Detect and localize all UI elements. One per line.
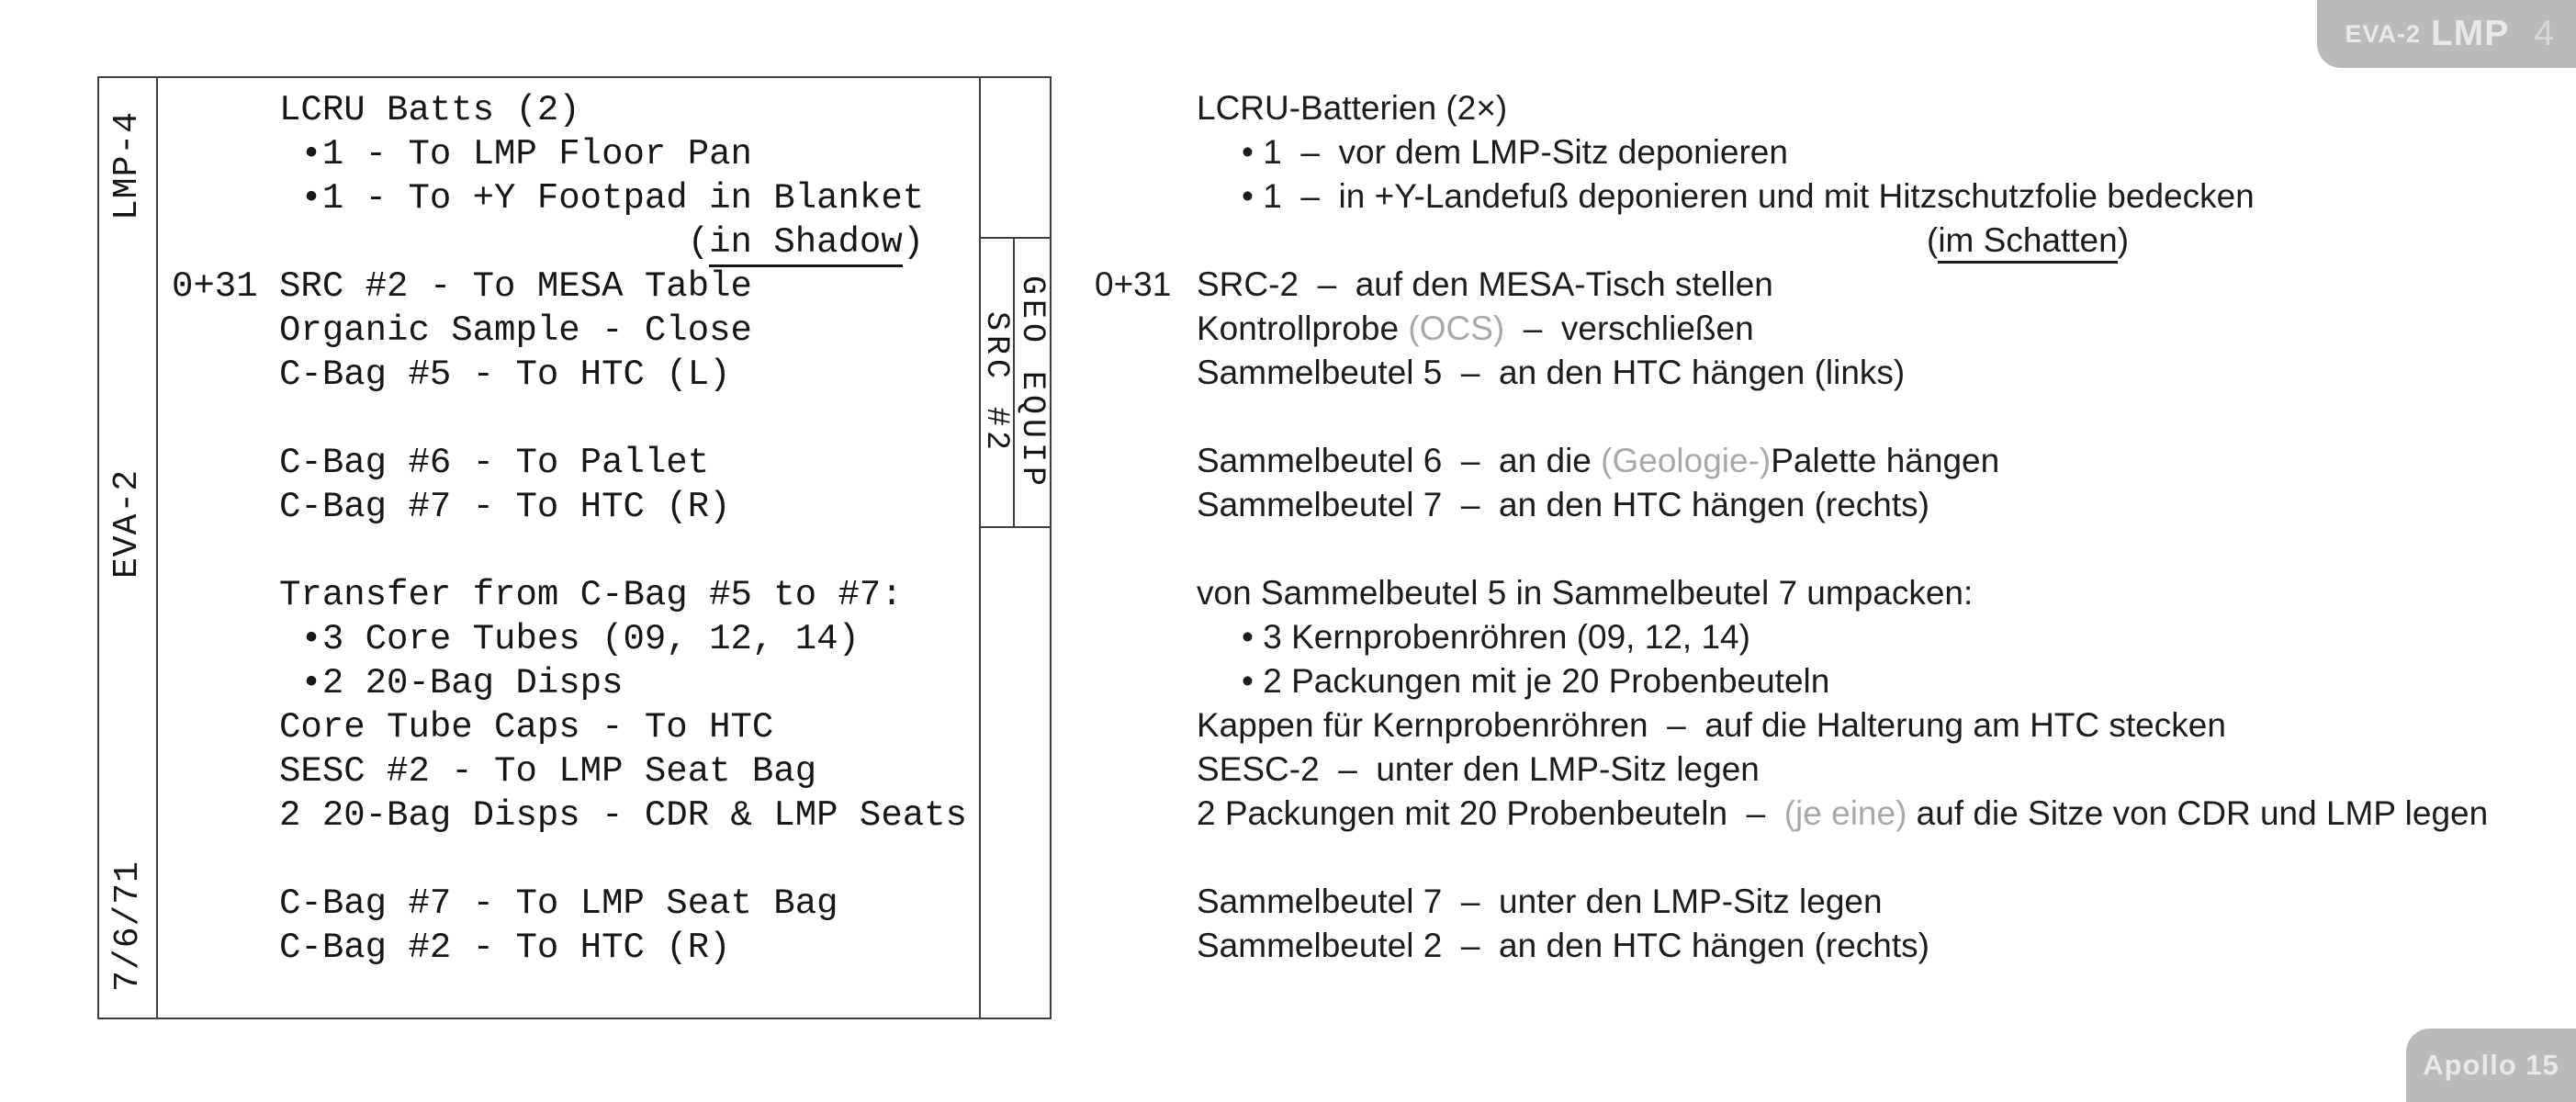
cuff-checklist-box [97,76,1052,1019]
german-line: • 3 Kernprobenröhren (09, 12, 14) [1242,618,1750,656]
strip-label-geo-equip [1014,239,1052,526]
checklist-line: C-Bag #5 - To HTC (L) [172,354,731,395]
german-line: Sammelbeutel 2 – an den HTC hängen (rechts) [1197,927,1929,964]
checklist-line: C-Bag #7 - To LMP Seat Bag [172,883,838,924]
strip-label-src2-text: SRC #2 [978,310,1015,455]
checklist-line: C-Bag #2 - To HTC (R) [172,928,731,968]
sidebar-label-lmp4-text: LMP-4 [107,110,148,220]
german-line [1095,395,2576,439]
german-line: • 1 – vor dem LMP-Sitz deponieren [1242,133,1788,171]
checklist-line: 2 20-Bag Disps - CDR & LMP Seats [172,795,967,836]
german-line: 2 Packungen mit 20 Probenbeuteln – (je eine) auf die Sitze von CDR und LMP legen [1197,794,2489,832]
page-header-badge [2317,0,2576,68]
checklist-english-text [172,88,980,970]
checklist-line: •2 20-Bag Disps [172,663,624,703]
german-line: Sammelbeutel 6 – an die (Geologie-)Palette hängen [1197,442,2000,479]
badge-page-number: 4 [2534,14,2554,53]
checklist-line [172,397,980,441]
sidebar-label-lmp4 [99,92,156,239]
strip-label-geo-equip-text: GEO EQUIP [1014,275,1052,490]
german-line: • 2 Packungen mit je 20 Probenbeuteln [1242,662,1830,700]
sidebar-label-date [99,852,156,999]
german-line: • 1 – in +Y-Landefuß deponieren und mit Hitzschutzfolie bedecken [1242,177,2255,215]
german-line: Sammelbeutel 7 – unter den LMP-Sitz legen [1197,883,1883,920]
sidebar-label-date-text: 7/6/71 [107,860,148,992]
german-line: von Sammelbeutel 5 in Sammelbeutel 7 umpacken: [1197,574,1974,612]
checklist-line: LCRU Batts (2) [172,90,580,130]
checklist-line: Core Tube Caps - To HTC [172,707,774,748]
checklist-line: SESC #2 - To LMP Seat Bag [172,751,817,792]
german-line-time: 0+31 [1095,265,1172,303]
german-line: Sammelbeutel 5 – an den HTC hängen (links) [1197,354,1906,391]
strip-label-src2 [979,239,1014,526]
checklist-line: •3 Core Tubes (09, 12, 14) [172,619,860,659]
german-translation-text [1095,86,2576,968]
badge-lmp-label: LMP [2430,14,2510,53]
sidebar-label-eva2-text: EVA-2 [107,468,148,579]
german-line [1095,527,2576,571]
checklist-line: 0+31 SRC #2 - To MESA Table [172,266,752,307]
checklist-line: Organic Sample - Close [172,310,752,351]
german-line: Sammelbeutel 7 – an den HTC hängen (rechts) [1197,486,1929,523]
checklist-line: •1 - To LMP Floor Pan [172,134,752,174]
checklist-line: C-Bag #7 - To HTC (R) [172,487,731,527]
apollo15-badge [2406,1029,2576,1102]
german-line [1095,836,2576,880]
german-line: SESC-2 – unter den LMP-Sitz legen [1197,750,1760,788]
checklist-line: •1 - To +Y Footpad in Blanket [172,178,925,219]
label-column-divider [156,78,158,1018]
checklist-line: (in Shadow) [172,220,980,264]
german-line: Kappen für Kernprobenröhren – auf die Halterung am HTC stecken [1197,706,2226,744]
checklist-line [172,529,980,573]
badge-eva2-label: EVA-2 [2345,19,2421,48]
checklist-line: C-Bag #6 - To Pallet [172,443,710,483]
checklist-line: Transfer from C-Bag #5 to #7: [172,575,903,615]
german-line: Kontrollprobe (OCS) – verschließen [1197,309,1754,347]
german-line: (im Schatten) [1095,219,2576,263]
checklist-line [172,838,980,882]
apollo15-badge-text: Apollo 15 [2423,1049,2559,1081]
german-line: 0+31 SRC-2 – auf den MESA-Tisch stellen [1095,263,2576,307]
sidebar-label-eva2 [99,450,156,597]
german-line: LCRU-Batterien (2×) [1197,89,1508,127]
